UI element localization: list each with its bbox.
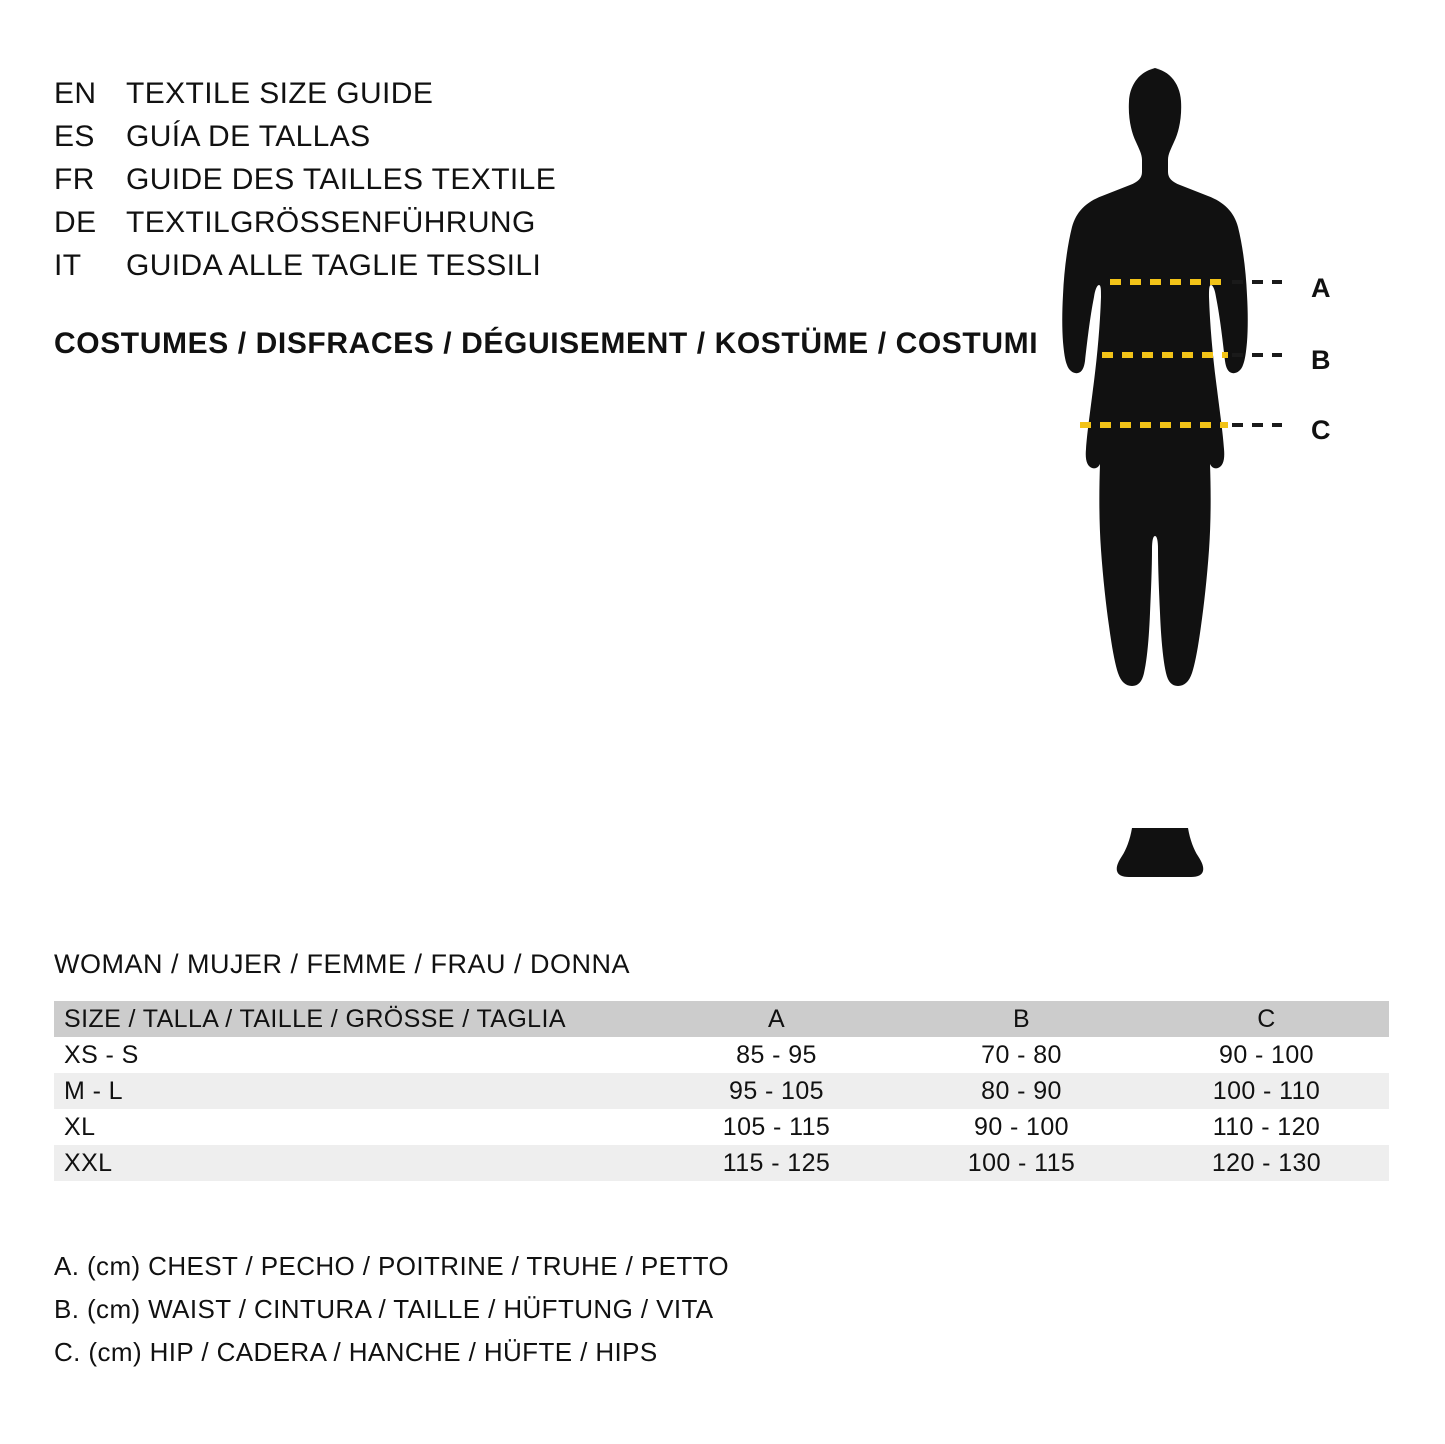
- size-table-header: [54, 1001, 1389, 1037]
- language-row-it: [54, 244, 1014, 287]
- language-row-de: [54, 201, 1014, 244]
- column-header-a: A: [767, 1004, 786, 1033]
- language-text-de: TEXTILGRÖSSENFÜHRUNG: [126, 206, 536, 239]
- measurement-figure: [1020, 60, 1400, 890]
- language-text-es: GUÍA DE TALLAS: [126, 120, 371, 153]
- cell-c: 120 - 130: [1211, 1148, 1322, 1177]
- language-code-en: EN: [54, 77, 97, 110]
- category-subtitle: COSTUMES / DISFRACES / DÉGUISEMENT / KOSTÜME / COSTUMI: [54, 327, 1039, 360]
- marker-label-a: A: [1311, 273, 1331, 303]
- language-row-es: [54, 115, 1014, 158]
- cell-b: 100 - 115: [967, 1148, 1076, 1177]
- language-code-es: ES: [54, 120, 95, 153]
- marker-label-c: C: [1311, 415, 1331, 445]
- table-title: WOMAN / MUJER / FEMME / FRAU / DONNA: [54, 949, 630, 979]
- table-header-row: [54, 1001, 1389, 1037]
- language-title-list: [54, 72, 1014, 287]
- cell-b: 70 - 80: [981, 1040, 1062, 1069]
- table-row: [54, 1037, 1389, 1073]
- cell-c: 100 - 110: [1212, 1076, 1321, 1105]
- female-body-silhouette-icon: [1020, 60, 1400, 890]
- legend-item-a: A. (cm) CHEST / PECHO / POITRINE / TRUHE / PETTO: [54, 1251, 730, 1281]
- table-row: [54, 1145, 1389, 1181]
- column-header-b: B: [1012, 1004, 1031, 1033]
- cell-a: 85 - 95: [736, 1040, 817, 1069]
- language-code-de: DE: [54, 206, 97, 239]
- legend-item-c: C. (cm) HIP / CADERA / HANCHE / HÜFTE / HIPS: [54, 1337, 658, 1367]
- language-text-fr: GUIDE DES TAILLES TEXTILE: [126, 163, 557, 196]
- size-table: [54, 1001, 1389, 1181]
- cell-b: 90 - 100: [974, 1112, 1069, 1141]
- language-code-it: IT: [54, 249, 82, 282]
- cell-c: 110 - 120: [1212, 1112, 1321, 1141]
- cell-a: 95 - 105: [729, 1076, 824, 1105]
- legend-item-b: B. (cm) WAIST / CINTURA / TAILLE / HÜFTUNG / VITA: [54, 1294, 714, 1324]
- cell-size: M - L: [64, 1076, 123, 1105]
- language-row-en: [54, 72, 1014, 115]
- cell-a: 115 - 125: [722, 1148, 831, 1177]
- language-code-fr: FR: [54, 163, 95, 196]
- column-header-size: SIZE / TALLA / TAILLE / GRÖSSE / TAGLIA: [64, 1004, 566, 1033]
- table-row: [54, 1073, 1389, 1109]
- cell-a: 105 - 115: [722, 1112, 831, 1141]
- cell-b: 80 - 90: [981, 1076, 1062, 1105]
- column-header-c: C: [1257, 1004, 1276, 1033]
- table-row: [54, 1109, 1389, 1145]
- size-table-body: [54, 1037, 1389, 1181]
- language-row-fr: [54, 158, 1014, 201]
- cell-size: XXL: [64, 1148, 113, 1177]
- measurement-legend: [54, 1245, 1054, 1374]
- language-text-it: GUIDA ALLE TAGLIE TESSILI: [126, 249, 542, 282]
- cell-c: 90 - 100: [1219, 1040, 1314, 1069]
- marker-label-b: B: [1311, 345, 1331, 375]
- cell-size: XL: [64, 1112, 96, 1141]
- cell-size: XS - S: [64, 1040, 139, 1069]
- language-text-en: TEXTILE SIZE GUIDE: [126, 77, 434, 110]
